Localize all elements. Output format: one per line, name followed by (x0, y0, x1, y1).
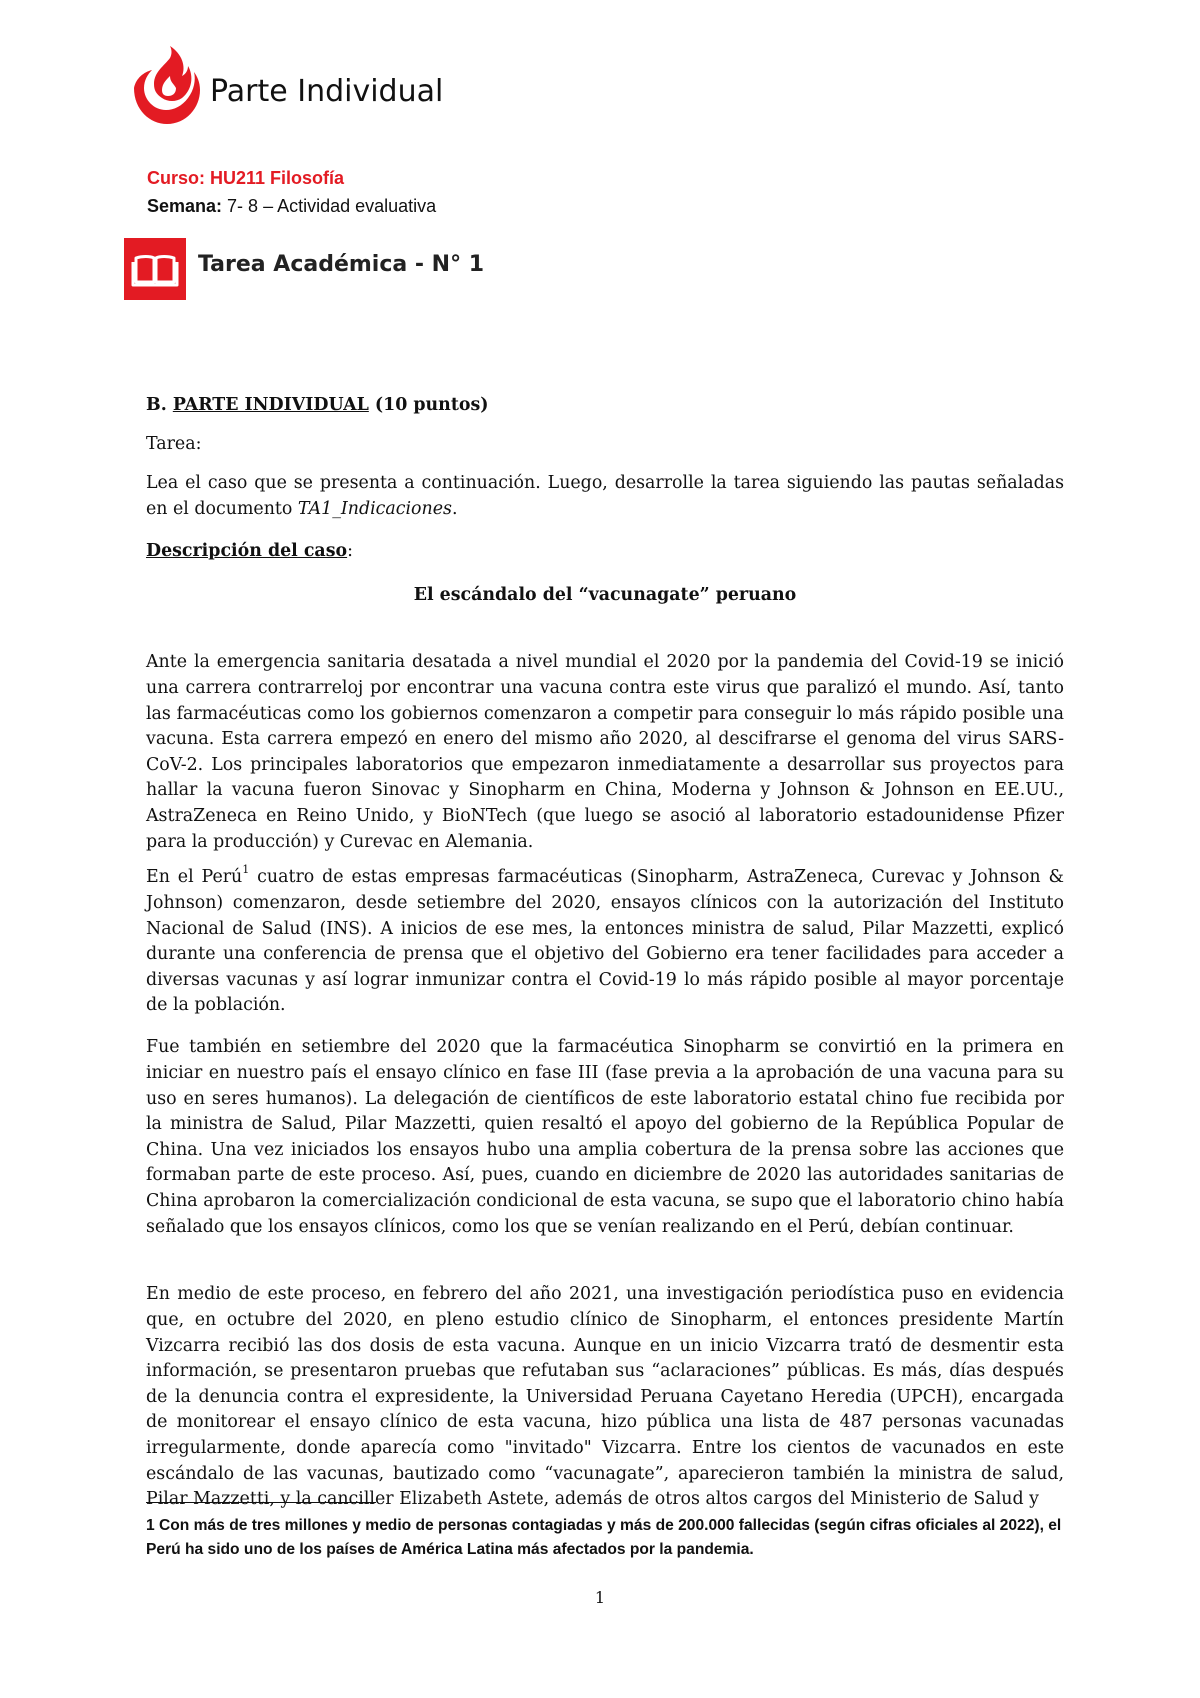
upc-flame-icon (124, 44, 208, 128)
task-title: Tarea Académica - N° 1 (198, 252, 485, 277)
page-number: 1 (594, 1588, 606, 1607)
week-value: 7- 8 – Actividad evaluativa (222, 196, 437, 216)
intro-end: . (451, 498, 458, 519)
book-icon (124, 238, 186, 300)
paragraph-2 (146, 865, 1064, 1019)
footnote-ref[interactable]: 1 (242, 863, 250, 877)
description-label: Descripción del caso (146, 541, 348, 561)
intro-doc: TA1_Indicaciones (297, 498, 452, 519)
section-prefix: B. (146, 395, 173, 415)
description-heading (146, 539, 1064, 565)
section-heading (146, 393, 1064, 419)
course-label: Curso: HU211 Filosofía (147, 168, 345, 188)
week-label: Semana: (147, 196, 223, 216)
description-colon: : (347, 541, 353, 561)
header-title: Parte Individual (210, 74, 444, 109)
section-title: PARTE INDIVIDUAL (172, 395, 369, 415)
paragraph-4: En medio de este proceso, en febrero del año 2021, una investigación periodística puso en evidencia que, en octubre del 2020, en pleno estudio clínico de Sinopharm, el entonces presidente Martín Vizcarra recibió las dos dosis de esta vacuna. Aunque en un inicio Vizcarra trató de desmentir esta información, se presentaron pruebas que refutaban sus “aclaraciones” públicas. Es más, días después de la denuncia contra el expresidente, la Universidad Peruana Cayetano Heredia (UPCH), encargada de monitorear el ensayo clínico de esta vacuna, hizo pública una lista de 487 personas vacunadas irregularmente, donde aparecía como "invitado" Vizcarra. Entre los cientos de vacunados en este escándalo de las vacunas, bautizado como “vacunagate”, aparecieron también la ministra de salud, Pilar Mazzetti, y la canciller Elizabeth Astete, además de otros altos cargos del Ministerio de Salud y (146, 1284, 1064, 1510)
footnote: 1 Con más de tres millones y medio de personas contagiadas y más de 200.000 fallecidas (según cifras oficiales al 2022), el Perú ha sido uno de los países de América Latina más afectados por la pandemia. (146, 1517, 1062, 1558)
case-title: El escándalo del “vacunagate” peruano (413, 585, 797, 605)
paragraph-2-start: En el Perú (146, 867, 243, 888)
week-line (147, 196, 436, 217)
intro-paragraph (146, 471, 1064, 522)
tarea-label: Tarea: (146, 434, 202, 454)
section-points: (10 puntos) (368, 395, 489, 415)
footnote-divider (146, 1502, 376, 1503)
paragraph-3: Fue también en setiembre del 2020 que la farmacéutica Sinopharm se convirtió en la primera en iniciar en nuestro país el ensayo clínico en fase III (fase previa a la aprobación de una vacuna para su uso en seres humanos). La delegación de científicos de este laboratorio estatal chino fue recibida por la ministra de Salud, Pilar Mazzetti, quien resaltó el apoyo del gobierno de la República Popular de China. Una vez iniciados los ensayos hubo una amplia cobertura de la prensa sobre las acciones que formaban parte de este proceso. Así, pues, cuando en diciembre de 2020 las autoridades sanitarias de China aprobaron la comercialización condicional de esta vacuna, se supo que el laboratorio chino había señalado que los ensayos clínicos, como los que se venían realizando en el Perú, debían continuar. (146, 1037, 1064, 1237)
intro-text: Lea el caso que se presenta a continuación. Luego, desarrolle la tarea siguiendo las pautas señaladas en el documento (146, 473, 1064, 519)
paragraph-2-rest: cuatro de estas empresas farmacéuticas (Sinopharm, AstraZeneca, Curevac y Johnson & Johnson) comenzaron, desde setiembre del 2020, ensayos clínicos con la autorización del Instituto Nacional de Salud (INS). A inicios de ese mes, la entonces ministra de salud, Pilar Mazzetti, explicó durante una conferencia de prensa que el objetivo del Gobierno era tener facilidades para acceder a diversas vacunas y así lograr inmunizar contra el Covid-19 lo más rápido posible al mayor porcentaje de la población. (146, 867, 1065, 1016)
paragraph-1: Ante la emergencia sanitaria desatada a nivel mundial el 2020 por la pandemia del Covid-19 se inició una carrera contrarreloj por encontrar una vacuna contra este virus que paralizó el mundo. Así, tanto las farmacéuticas como los gobiernos comenzaron a competir para conseguir lo más rápido posible una vacuna. Esta carrera empezó en enero del mismo año 2020, al descifrarse el genoma del virus SARS-CoV-2. Los principales laboratorios que empezaron inmediatamente a desarrollar sus proyectos para hallar la vacuna fueron Sinovac y Sinopharm en China, Moderna y Johnson & Johnson en EE.UU., AstraZeneca en Reino Unido, y BioNTech (que luego se asoció al laboratorio estadounidense Pfizer para la producción) y Curevac en Alemania. (146, 652, 1064, 852)
